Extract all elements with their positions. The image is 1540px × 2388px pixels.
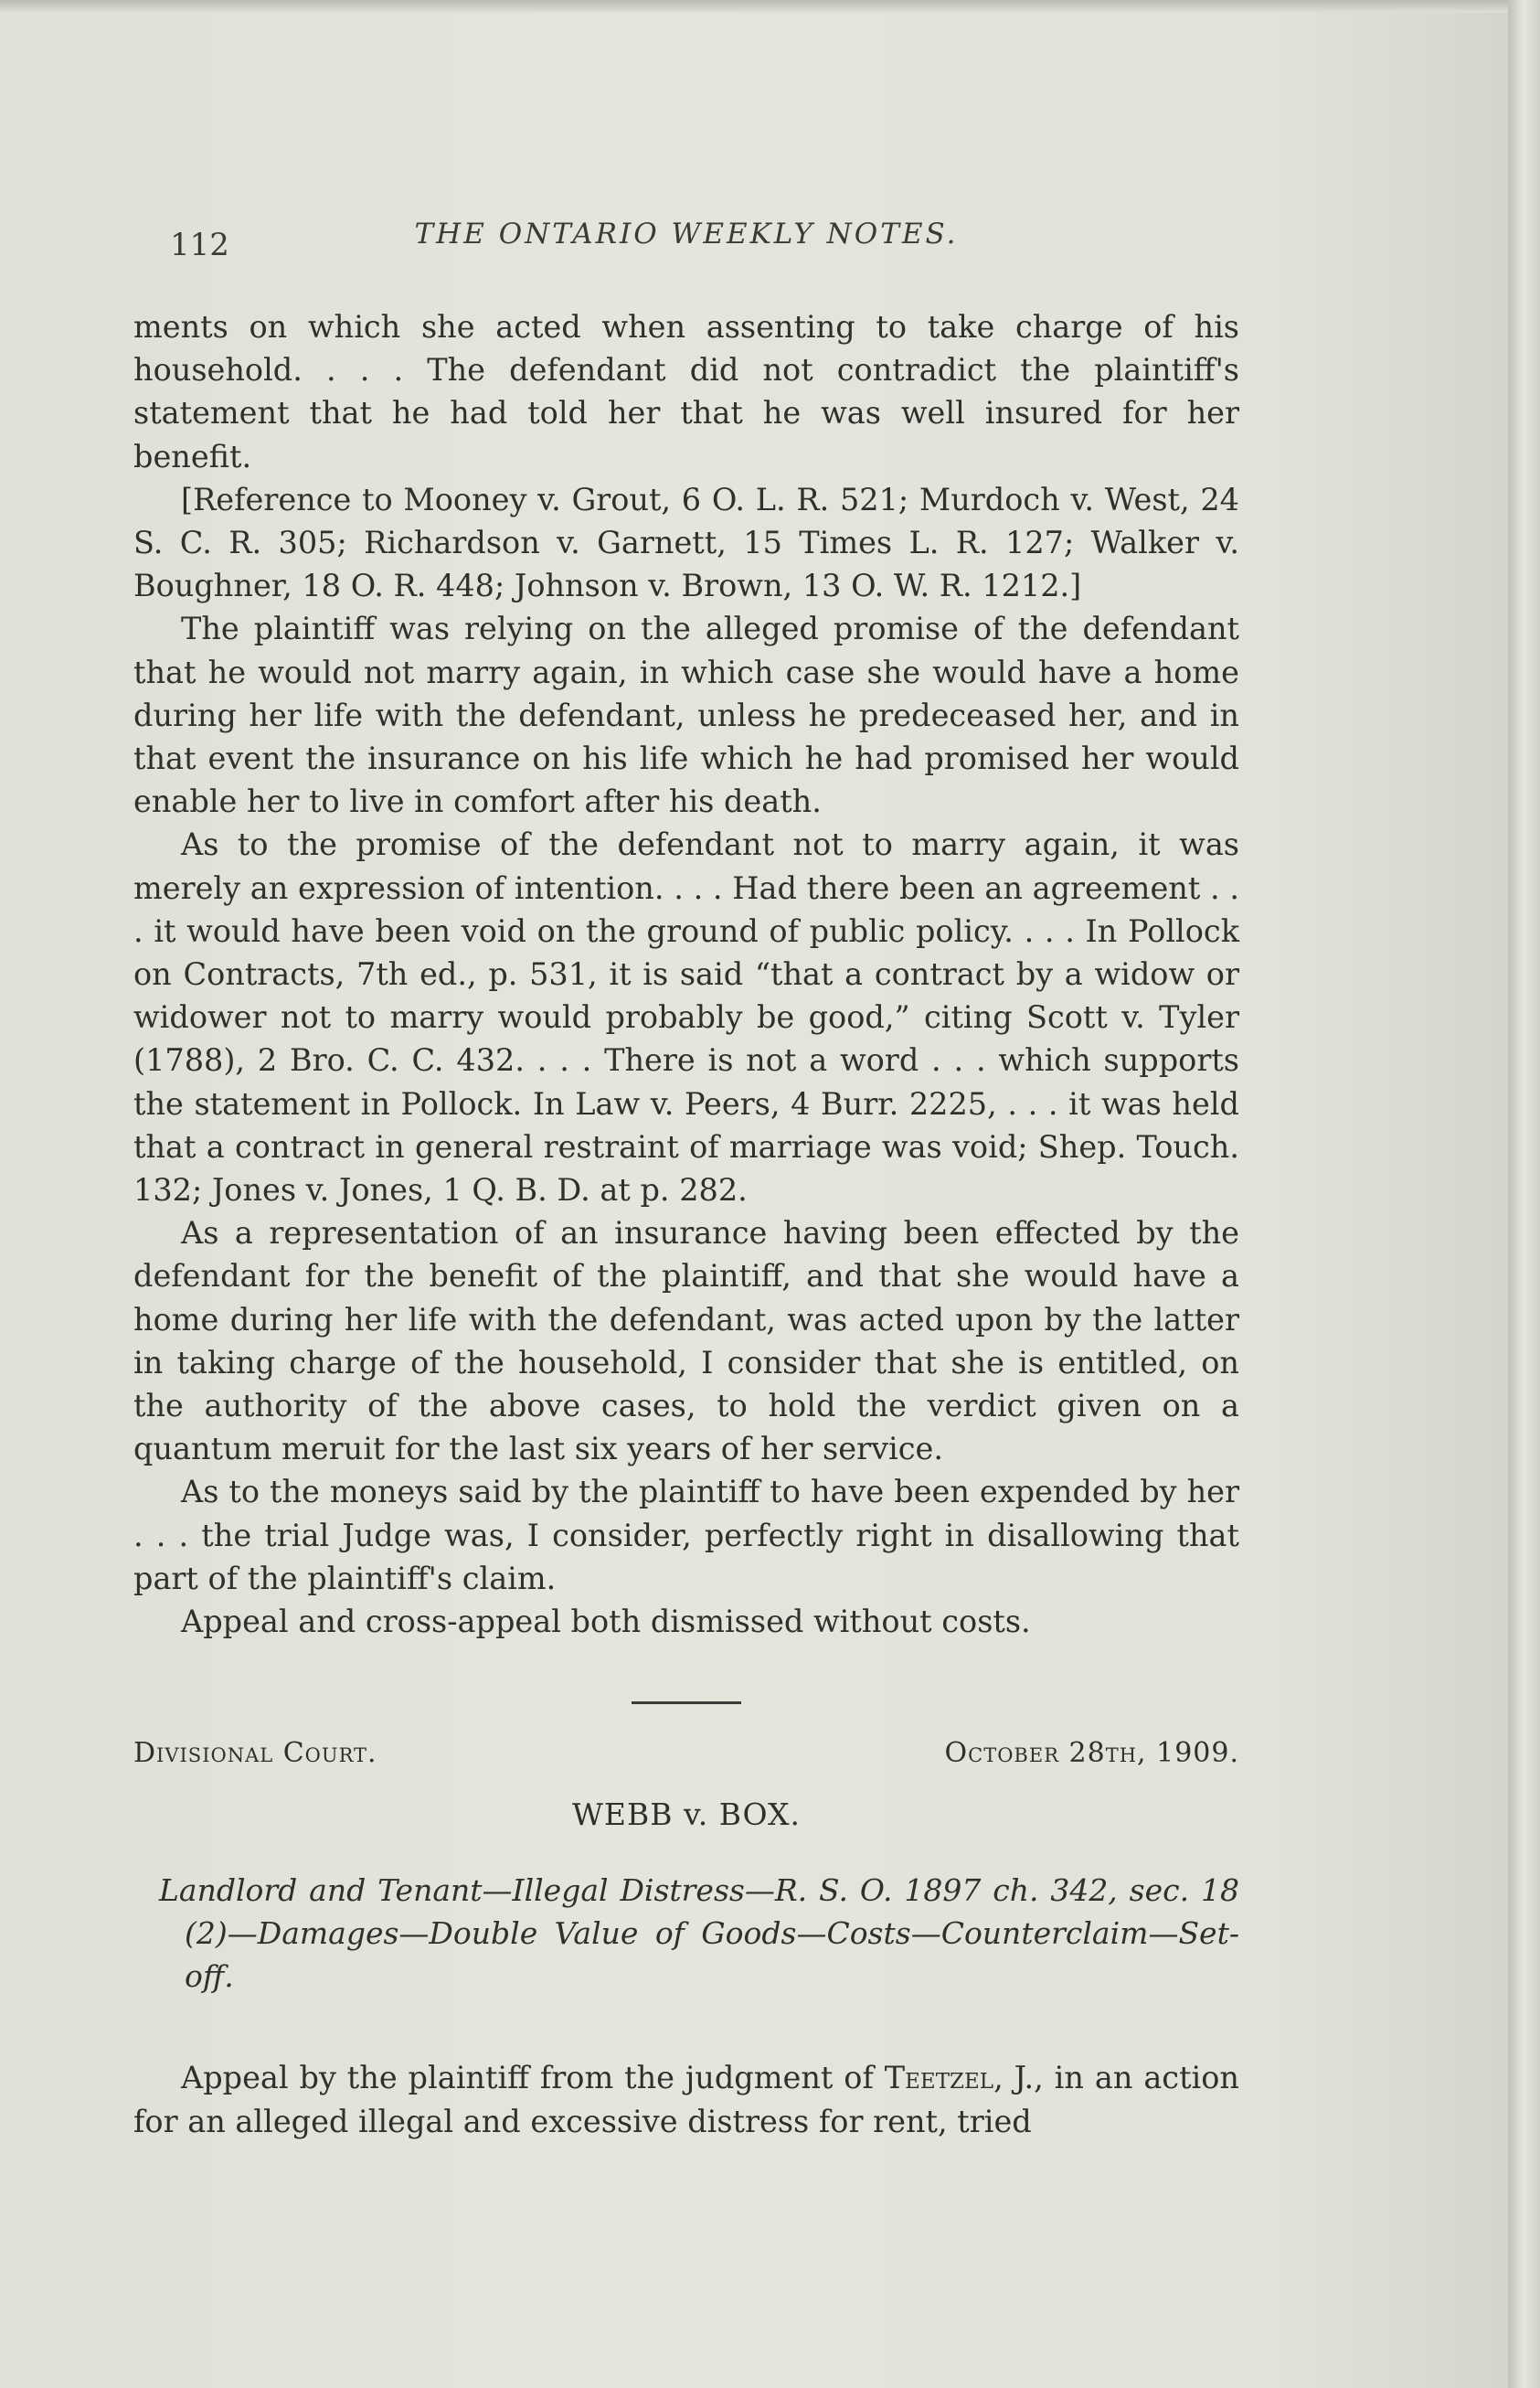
case-title: WEBB v. BOX.: [571, 1796, 802, 1833]
page-edge: [1508, 0, 1540, 2388]
decision-date: October 28th, 1909.: [944, 1737, 1239, 1770]
paragraph-disposition: Appeal and cross-appeal both dismissed without costs.: [181, 1604, 1031, 1640]
paragraph-promise-not-to-marry: As to the promise of the defendant not to marry again, it was merely an expression of intention. . . . Had there been an agreement . . . it would have been void on the ground of public policy. . . . In Pollock on Contracts, 7th ed., p. 531, it is said “that a contract by a widow or widower not to marry would probably be good,” citing Scott v. Tyler (1788), 2 Bro. C. C. 432. . . . There is not a word . . . which supports the statement in Pollock. In Law v. Peers, 4 Burr. 2225, . . . it was held that a contract in general restraint of marriage was void; Shep. Touch. 132; Jones v. Jones, 1 Q. B. D. at p. 282.: [133, 826, 1239, 1209]
paragraph-continuation: ments on which she acted when assenting to take charge of his household. . . . The defendant did not contradict the plaintiff's statement that he had told her that he was well insured for her benefit.: [133, 309, 1239, 474]
opening-text: Appeal by the plaintiff from the judgment of: [181, 2060, 885, 2096]
page-number: 112: [170, 227, 229, 263]
case-headnote: Landlord and Tenant—Illegal Distress—R. S. O. 1897 ch. 342, sec. 18 (2)—Damages—Double Value of Goods—Costs—Counterclaim—Set-off.: [159, 1872, 1239, 1995]
opening-text-rest: , J., in an action for an alleged illegal and excessive distress for rent, tried: [133, 2060, 1239, 2139]
court-name: Divisional Court.: [133, 1737, 377, 1770]
paragraph-moneys-expended: As to the moneys said by the plaintiff to have been expended by her . . . the trial Judge was, I consider, perfectly right in disallowing that part of the plaintiff's claim.: [133, 1474, 1239, 1596]
running-title: THE ONTARIO WEEKLY NOTES.: [414, 218, 959, 251]
page-header: [133, 210, 1239, 265]
paragraph-plaintiff-reliance: The plaintiff was relying on the alleged promise of the defendant that he would not marry again, in which case she would have a home during her life with the defendant, unless he predeceased her, and in that event the insurance on his life which he had promised her would enable her to live in comfort after his death.: [133, 611, 1239, 820]
paragraph-references: [Reference to Mooney v. Grout, 6 O. L. R. 521; Murdoch v. West, 24 S. C. R. 305; Richardson v. Garnett, 15 Times L. R. 127; Walker v. Boughner, 18 O. R. 448; Johnson v. Brown, 13 O. W. R. 1212.]: [133, 481, 1239, 604]
case-opening-paragraph: [133, 2056, 1239, 2142]
section-divider: [632, 1701, 741, 1704]
page-top-shadow: [0, 0, 1508, 13]
court-date-line: [133, 1737, 1239, 1769]
paragraph-representation: As a representation of an insurance having been effected by the defendant for the benefit of the plaintiff, and that she would have a home during her life with the defendant, was acted upon by the latter in taking charge of the household, I consider that she is entitled, on the authority of the above cases, to hold the verdict given on a quantum meruit for the last six years of her service.: [133, 1215, 1239, 1467]
page-content: [133, 210, 1239, 2143]
judge-name: Teetzel: [884, 2060, 994, 2096]
